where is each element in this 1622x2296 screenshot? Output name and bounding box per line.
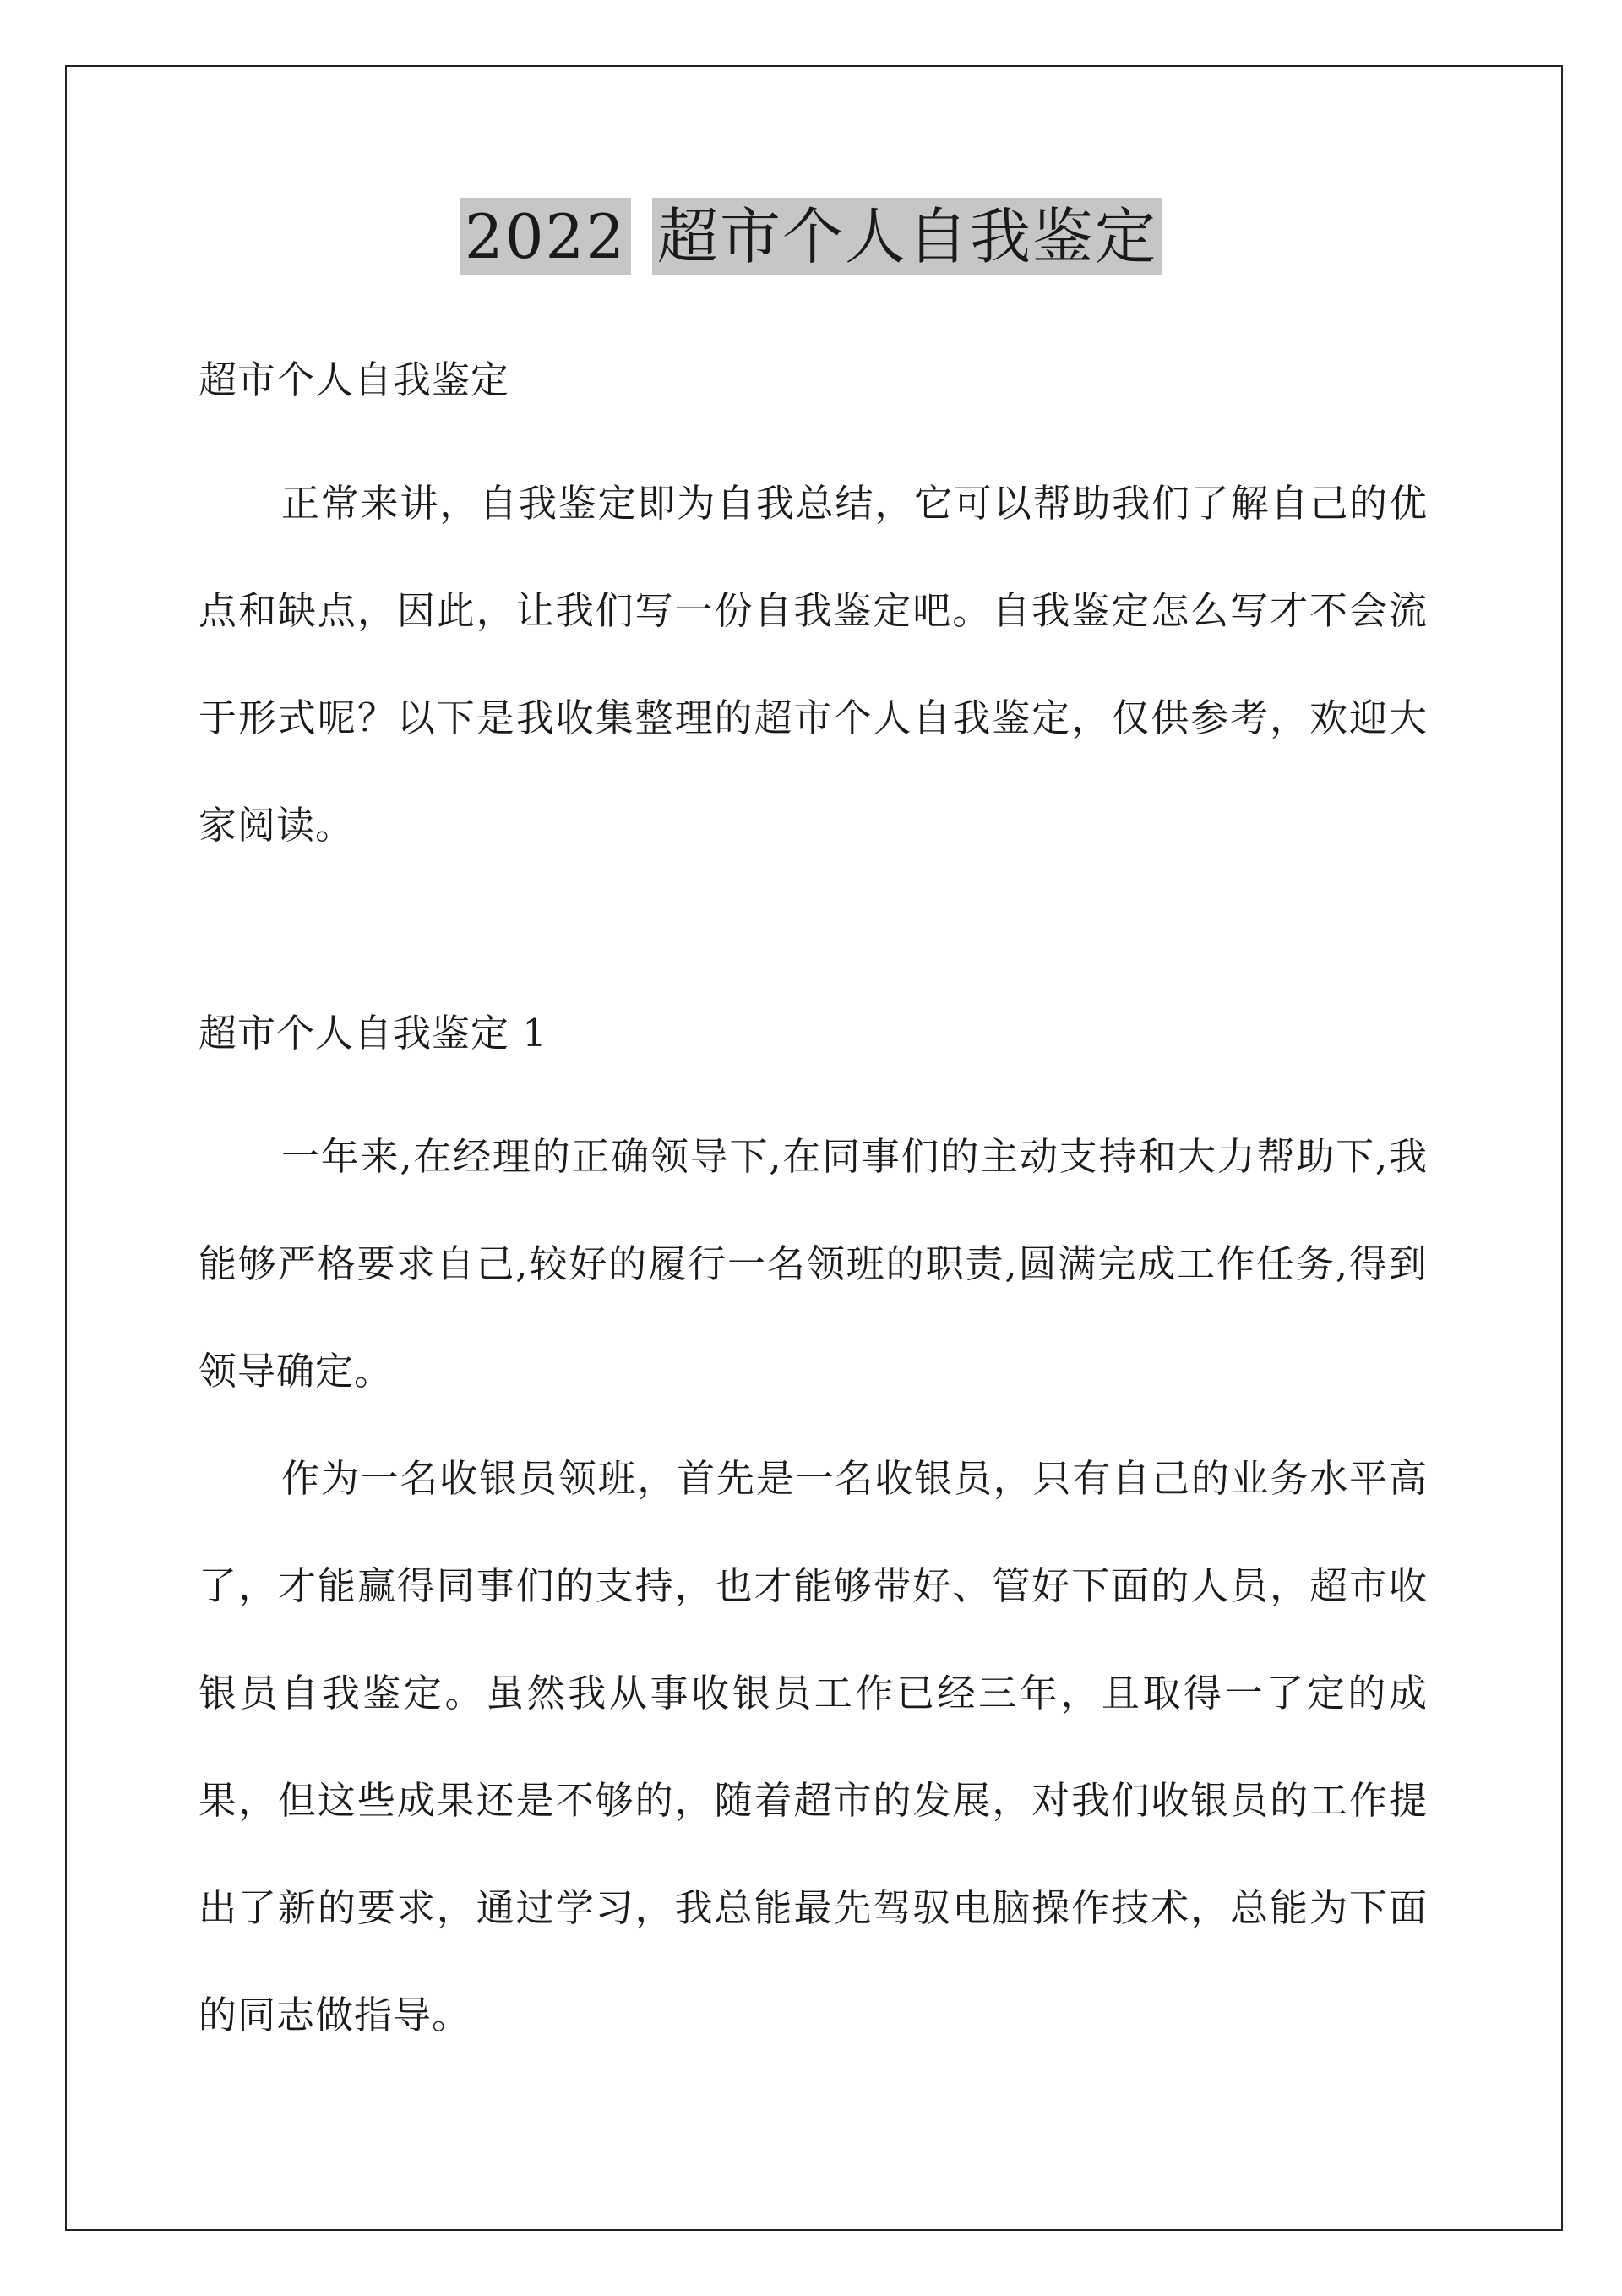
document-body <box>199 342 1428 2069</box>
section-heading-intro: 超市个人自我鉴定 <box>199 357 510 402</box>
section-1-paragraph-1: 一年来,在经理的正确领导下,在同事们的主动支持和大力帮助下,我能够严格要求自己,较好的履行一名领班的职责,圆满完成工作任务,得到领导确定。 <box>199 1134 1428 1393</box>
title-year: 2022 <box>460 198 631 275</box>
section-heading-1: 超市个人自我鉴定 1 <box>199 1011 547 1055</box>
title-text: 超市个人自我鉴定 <box>652 198 1162 275</box>
intro-paragraph: 正常来讲，自我鉴定即为自我总结，它可以帮助我们了解自己的优点和缺点，因此，让我们写一份自我鉴定吧。自我鉴定怎么写才不会流于形式呢？以下是我收集整理的超市个人自我鉴定，仅供参考，欢迎大家阅读。 <box>199 481 1428 848</box>
section-1-paragraph-2: 作为一名收银员领班，首先是一名收银员，只有自己的业务水平高了，才能赢得同事们的支持，也才能够带好、管好下面的人员，超市收银员自我鉴定。虽然我从事收银员工作已经三年，且取得一了定的成果，但这些成果还是不够的，随着超市的发展，对我们收银员的工作提出了新的要求，通过学习，我总能最先驾驭电脑操作技术，总能为下面的同志做指导。 <box>199 1456 1428 2037</box>
document-title <box>0 199 1622 275</box>
